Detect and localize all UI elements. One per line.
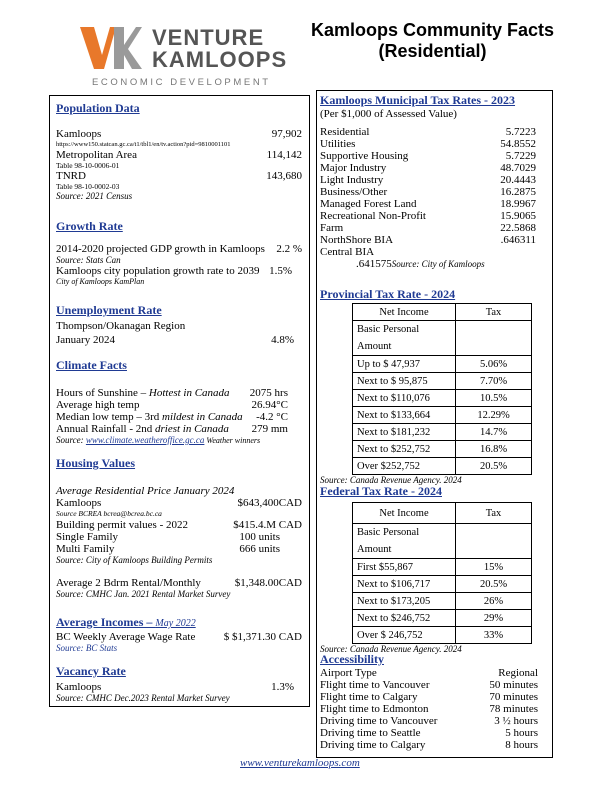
unemployment-region: Thompson/Okanagan Region (56, 320, 186, 332)
provincial-header-row (353, 304, 532, 321)
municipal-item-row (320, 150, 544, 162)
climate-section (56, 358, 302, 446)
population-tnrd-value: 143,680 (266, 170, 302, 182)
growth-pop-row (56, 265, 302, 277)
growth-pop-source: City of Kamloops KamPlan (56, 277, 145, 286)
access-item-value: 78 minutes (489, 703, 538, 715)
municipal-central-value: .641575 (356, 258, 392, 270)
federal-basic-line2: Amount (357, 544, 392, 555)
federal-basic-row (353, 524, 532, 559)
climate-item-row (56, 423, 302, 435)
municipal-item-label: Residential (320, 126, 370, 138)
provincial-bracket-row (353, 407, 532, 424)
accessibility-heading: Accessibility (320, 652, 384, 666)
provincial-bracket-income: Next to $ 95,875 (353, 373, 456, 390)
access-item-label: Driving time to Vancouver (320, 715, 438, 727)
municipal-item-value: 5.7223 (505, 126, 536, 138)
provincial-bracket-tax: 16.8% (456, 441, 532, 458)
provincial-bracket-income: Over $252,752 (353, 458, 456, 475)
federal-basic-tax (456, 524, 532, 559)
unemployment-date: January 2024 (56, 334, 115, 346)
federal-bracket-tax: 29% (456, 610, 532, 627)
provincial-col-tax: Tax (456, 304, 532, 321)
provincial-bracket-tax: 10.5% (456, 390, 532, 407)
municipal-item-label: Managed Forest Land (320, 198, 417, 210)
access-item-label: Flight time to Edmonton (320, 703, 429, 715)
climate-item-label (56, 423, 229, 435)
municipal-item-value: .646311 (500, 234, 536, 246)
page-title-line2: (Residential) (378, 41, 487, 61)
federal-table (352, 502, 532, 644)
population-heading: Population Data (56, 101, 140, 115)
access-item-row (320, 691, 544, 703)
climate-item-row (56, 399, 302, 411)
provincial-bracket-tax: 14.7% (456, 424, 532, 441)
climate-source-suffix: Weather winners (204, 436, 261, 445)
unemployment-heading: Unemployment Rate (56, 303, 162, 317)
provincial-rows (353, 356, 532, 475)
access-item-value: 8 hours (505, 739, 538, 751)
climate-item-label (56, 399, 140, 411)
growth-gdp-value: 2.2 % (276, 243, 302, 255)
federal-bracket-income: First $55,867 (353, 559, 456, 576)
housing-rental-row (56, 577, 302, 589)
municipal-item-label: Farm (320, 222, 344, 234)
municipal-rows (320, 126, 544, 246)
provincial-heading: Provincial Tax Rate - 2024 (320, 287, 456, 301)
climate-item-value: 279 mm (251, 423, 288, 435)
housing-heading: Housing Values (56, 456, 136, 470)
climate-item-value: 2075 hrs (249, 387, 288, 399)
population-url: https://www150.statcan.gc.ca/t1/tbl1/en/tv.action?pid=9810001101 (56, 141, 231, 148)
federal-bracket-income: Next to $246,752 (353, 610, 456, 627)
climate-item-label-text: Hours of Sunshine – (56, 387, 149, 399)
access-item-row (320, 715, 544, 727)
incomes-wage-label: BC Weekly Average Wage Rate (56, 631, 196, 643)
municipal-section (320, 93, 544, 270)
housing-permit-row (56, 519, 302, 531)
federal-section (320, 484, 544, 654)
access-rows (320, 679, 544, 751)
federal-bracket-row (353, 610, 532, 627)
federal-col-tax: Tax (456, 503, 532, 524)
municipal-central-row (320, 258, 544, 270)
municipal-source: Source: City of Kamloops (391, 259, 485, 269)
housing-single-label: Single Family (56, 531, 119, 543)
provincial-bracket-income: Next to $110,076 (353, 390, 456, 407)
housing-multi-row (56, 543, 302, 555)
growth-gdp-row (56, 243, 302, 255)
federal-bracket-row (353, 627, 532, 644)
climate-item-note: driest in Canada (154, 423, 229, 435)
unemployment-value: 4.8% (271, 334, 294, 346)
municipal-item-row (320, 210, 544, 222)
housing-permit-value: $415.4.M CAD (233, 519, 302, 531)
incomes-heading-date: May 2022 (155, 618, 196, 629)
population-tnrd-row (56, 170, 302, 182)
access-item-label: Flight time to Calgary (320, 691, 418, 703)
municipal-item-row (320, 186, 544, 198)
federal-bracket-income: Over $ 246,752 (353, 627, 456, 644)
municipal-item-value: 48.7029 (500, 162, 536, 174)
municipal-item-label: Recreational Non-Profit (320, 210, 426, 222)
provincial-bracket-row (353, 356, 532, 373)
access-item-value: 70 minutes (489, 691, 538, 703)
provincial-bracket-row (353, 424, 532, 441)
provincial-section (320, 287, 544, 485)
housing-section (56, 456, 302, 599)
climate-item-row (56, 387, 302, 399)
provincial-bracket-row (353, 458, 532, 475)
climate-item-label-text: Median low temp – 3rd (56, 411, 163, 423)
access-item-value: 50 minutes (489, 679, 538, 691)
vacancy-heading: Vacancy Rate (56, 664, 126, 678)
vacancy-section (56, 664, 302, 703)
page-title-line1: Kamloops Community Facts (310, 20, 555, 40)
municipal-heading: Kamloops Municipal Tax Rates - 2023 (320, 93, 516, 107)
access-airport-value: Regional (498, 667, 538, 679)
provincial-bracket-income: Up to $ 47,937 (353, 356, 456, 373)
housing-rental-label: Average 2 Bdrm Rental/Monthly (56, 577, 201, 589)
access-item-label: Driving time to Calgary (320, 739, 426, 751)
housing-avg-label: Average Residential Price January 2024 (56, 485, 235, 497)
provincial-bracket-income: Next to $252,752 (353, 441, 456, 458)
federal-bracket-row (353, 576, 532, 593)
population-kamloops-row (56, 128, 302, 140)
municipal-item-value: 22.5868 (500, 222, 536, 234)
incomes-heading (56, 613, 302, 631)
federal-bracket-tax: 20.5% (456, 576, 532, 593)
municipal-item-value: 20.4443 (500, 174, 536, 186)
population-kamloops-label: Kamloops (56, 128, 102, 140)
provincial-basic-tax (456, 321, 532, 356)
logo-subtitle: ECONOMIC DEVELOPMENT (92, 77, 271, 88)
housing-kamloops-label: Kamloops (56, 497, 102, 509)
provincial-bracket-income: Next to $181,232 (353, 424, 456, 441)
housing-permit-source: Source: City of Kamloops Building Permits (56, 555, 213, 565)
incomes-wage-row (56, 631, 302, 643)
municipal-item-row (320, 126, 544, 138)
climate-heading: Climate Facts (56, 358, 127, 372)
incomes-wage-value: $ $1,371.30 CAD (223, 631, 302, 643)
provincial-table (352, 303, 532, 475)
federal-basic-cell (353, 524, 456, 559)
access-item-row (320, 727, 544, 739)
municipal-item-label: Supportive Housing (320, 150, 409, 162)
climate-rows (56, 387, 302, 435)
provincial-bracket-tax: 20.5% (456, 458, 532, 475)
federal-bracket-income: Next to $173,205 (353, 593, 456, 610)
municipal-item-row (320, 234, 544, 246)
federal-header-row (353, 503, 532, 524)
climate-item-value: -4.2 °C (256, 411, 288, 423)
climate-item-label (56, 411, 243, 423)
growth-pop-value: 1.5% (269, 265, 292, 277)
municipal-item-label: Light Industry (320, 174, 384, 186)
access-item-label: Flight time to Vancouver (320, 679, 430, 691)
municipal-item-label: NorthShore BIA (320, 234, 394, 246)
population-metro-label: Metropolitan Area (56, 149, 137, 161)
provincial-basic-line2: Amount (357, 341, 392, 352)
municipal-item-row (320, 138, 544, 150)
housing-rental-source: Source: CMHC Jan. 2021 Rental Market Survey (56, 589, 231, 599)
population-tnrd-table: Table 98-10-0002-03 (56, 182, 120, 191)
municipal-item-label: Business/Other (320, 186, 388, 198)
growth-section (56, 219, 302, 287)
footer-link[interactable]: www.venturekamloops.com (240, 757, 360, 769)
municipal-item-value: 16.2875 (500, 186, 536, 198)
access-airport-label: Airport Type (320, 667, 377, 679)
population-section (56, 101, 302, 201)
housing-rental-value: $1,348.00CAD (234, 577, 302, 589)
provincial-bracket-row (353, 441, 532, 458)
federal-source: Source: Canada Revenue Agency. 2024 (320, 644, 462, 654)
population-kamloops-value: 97,902 (271, 128, 302, 140)
municipal-item-value: 54.8552 (500, 138, 536, 150)
logo-line2: KAMLOOPS (152, 47, 288, 72)
growth-pop-label: Kamloops city population growth rate to 2039 (56, 265, 260, 277)
federal-basic-line1: Basic Personal (357, 527, 420, 538)
housing-bcrea: Source BCREA bcrea@bcrea.bc.ca (56, 509, 162, 518)
provincial-bracket-tax: 7.70% (456, 373, 532, 390)
accessibility-section (320, 652, 544, 751)
municipal-item-row (320, 198, 544, 210)
provincial-bracket-row (353, 373, 532, 390)
federal-heading: Federal Tax Rate - 2024 (320, 484, 442, 498)
access-item-value: 5 hours (505, 727, 538, 739)
access-item-value: 3 ½ hours (494, 715, 538, 727)
climate-item-label (56, 387, 230, 399)
federal-bracket-tax: 15% (456, 559, 532, 576)
vacancy-value: 1.3% (271, 681, 294, 693)
climate-item-value: 26.94°C (251, 399, 288, 411)
climate-item-note: mildest in Canada (162, 411, 243, 423)
climate-source-prefix: Source: (56, 435, 86, 445)
federal-col-income: Net Income (353, 503, 456, 524)
population-tnrd-label: TNRD (56, 170, 86, 182)
municipal-item-value: 5.7229 (505, 150, 536, 162)
federal-bracket-row (353, 593, 532, 610)
housing-single-value: 100 units (239, 531, 280, 543)
vacancy-source: Source: CMHC Dec.2023 Rental Market Survey (56, 693, 230, 703)
provincial-bracket-tax: 5.06% (456, 356, 532, 373)
housing-multi-label: Multi Family (56, 543, 115, 555)
provincial-basic-line1: Basic Personal (357, 324, 420, 335)
federal-bracket-tax: 33% (456, 627, 532, 644)
housing-kamloops-row (56, 497, 302, 509)
access-item-label: Driving time to Seattle (320, 727, 421, 739)
page-title (300, 20, 565, 62)
municipal-item-row (320, 174, 544, 186)
municipal-item-row (320, 162, 544, 174)
incomes-heading-text: Average Incomes – (56, 615, 156, 629)
federal-bracket-tax: 26% (456, 593, 532, 610)
logo-line1: VENTURE (152, 25, 265, 50)
municipal-item-value: 18.9967 (500, 198, 536, 210)
climate-item-label-text: Annual Rainfall - 2nd (56, 423, 155, 435)
federal-bracket-income: Next to $106,717 (353, 576, 456, 593)
housing-kamloops-value: $643,400CAD (237, 497, 302, 509)
housing-multi-value: 666 units (239, 543, 280, 555)
provincial-source: Source: Canada Revenue Agency. 2024 (320, 475, 462, 485)
population-metro-table: Table 98-10-0006-01 (56, 161, 120, 170)
municipal-item-label: Utilities (320, 138, 356, 150)
provincial-basic-cell (353, 321, 456, 356)
provincial-bracket-row (353, 390, 532, 407)
municipal-item-value: 15.9065 (500, 210, 536, 222)
municipal-central-label: Central BIA (320, 246, 375, 258)
provincial-bracket-income: Next to $133,664 (353, 407, 456, 424)
provincial-bracket-tax: 12.29% (456, 407, 532, 424)
growth-gdp-source: Source: Stats Can (56, 255, 121, 265)
incomes-section (56, 613, 302, 653)
vk-logo-mark-icon (80, 25, 142, 71)
incomes-source: Source: BC Stats (56, 643, 118, 653)
access-item-row (320, 739, 544, 751)
climate-item-note: Hottest in Canada (148, 387, 230, 399)
housing-single-row (56, 531, 302, 543)
climate-item-label-text: Average high temp (56, 399, 140, 411)
growth-gdp-label: 2014-2020 projected GDP growth in Kamloops (56, 243, 265, 255)
federal-bracket-row (353, 559, 532, 576)
housing-permit-label: Building permit values - 2022 (56, 519, 188, 531)
municipal-item-label: Major Industry (320, 162, 387, 174)
climate-item-row (56, 411, 302, 423)
vacancy-label: Kamloops (56, 681, 102, 693)
growth-heading: Growth Rate (56, 219, 123, 233)
logo (80, 25, 290, 95)
municipal-sub: (Per $1,000 of Assessed Value) (320, 108, 457, 120)
population-source: Source: 2021 Census (56, 191, 133, 201)
population-metro-value: 114,142 (266, 149, 302, 161)
provincial-col-income: Net Income (353, 304, 456, 321)
access-airport-row (320, 667, 544, 679)
provincial-basic-row (353, 321, 532, 356)
municipal-item-row (320, 222, 544, 234)
climate-source (56, 435, 302, 446)
population-metro-row (56, 149, 302, 161)
unemployment-row (56, 334, 302, 346)
access-item-row (320, 679, 544, 691)
climate-source-link[interactable]: www.climate.weatheroffice.gc.ca (85, 435, 205, 445)
vacancy-row (56, 681, 302, 693)
federal-rows (353, 559, 532, 644)
unemployment-section (56, 303, 302, 346)
access-item-row (320, 703, 544, 715)
